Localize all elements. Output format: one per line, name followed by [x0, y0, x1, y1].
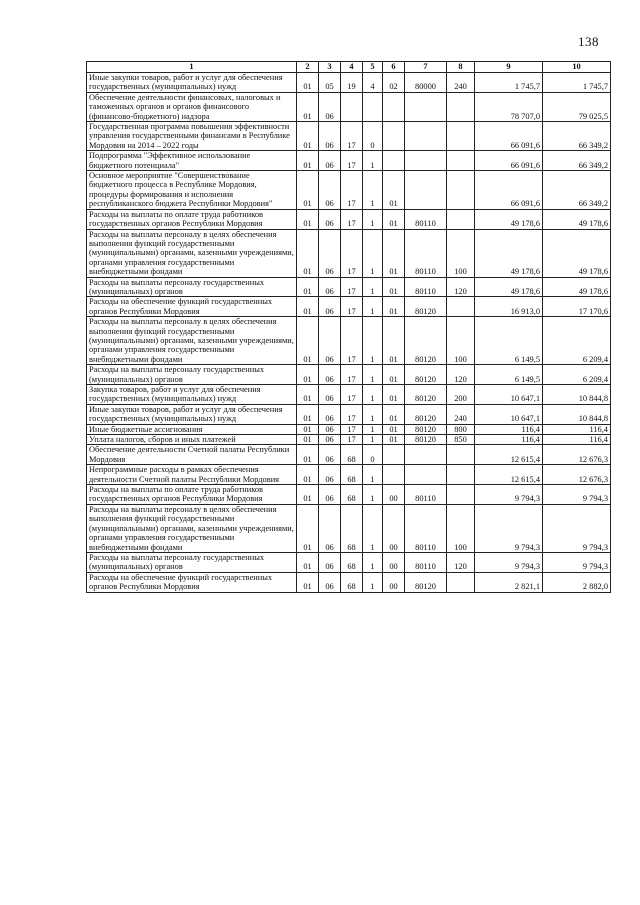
direction-code-cell	[405, 445, 447, 465]
measure-code-cell: 01	[383, 385, 405, 405]
expense-type-cell: 200	[447, 385, 475, 405]
subsection-code-cell: 06	[319, 404, 341, 424]
amount-year1-cell: 66 091,6	[475, 122, 543, 151]
direction-code-cell: 80120	[405, 365, 447, 385]
header-cell: 2	[297, 62, 319, 73]
direction-code-cell: 80120	[405, 572, 447, 592]
direction-code-cell	[405, 122, 447, 151]
row-name-cell: Расходы на выплаты персоналу государственных (муниципальных) органов	[87, 277, 297, 297]
amount-year1-cell: 66 091,6	[475, 151, 543, 171]
header-cell: 4	[341, 62, 363, 73]
amount-year2-cell: 66 349,2	[543, 151, 611, 171]
amount-year1-cell: 9 794,3	[475, 504, 543, 552]
table-row	[87, 365, 611, 385]
table-row	[87, 209, 611, 229]
expense-type-cell	[447, 572, 475, 592]
subprogram-code-cell: 1	[363, 435, 383, 445]
section-code-cell: 01	[297, 404, 319, 424]
measure-code-cell: 01	[383, 277, 405, 297]
budget-table	[86, 61, 611, 593]
measure-code-cell: 00	[383, 572, 405, 592]
subsection-code-cell: 06	[319, 504, 341, 552]
section-code-cell: 01	[297, 365, 319, 385]
amount-year1-cell: 49 178,6	[475, 277, 543, 297]
subsection-code-cell: 06	[319, 171, 341, 210]
expense-type-cell: 120	[447, 552, 475, 572]
expense-type-cell: 850	[447, 435, 475, 445]
subprogram-code-cell: 1	[363, 404, 383, 424]
table-row	[87, 504, 611, 552]
row-name-cell: Расходы на выплаты по оплате труда работников государственных органов Республики Мордовия	[87, 209, 297, 229]
amount-year1-cell: 9 794,3	[475, 485, 543, 505]
row-name-cell: Подпрограмма "Эффективное использование бюджетного потенциала"	[87, 151, 297, 171]
subsection-code-cell: 06	[319, 485, 341, 505]
direction-code-cell: 80110	[405, 504, 447, 552]
expense-type-cell	[447, 92, 475, 121]
expense-type-cell	[447, 151, 475, 171]
header-cell: 6	[383, 62, 405, 73]
subsection-code-cell: 06	[319, 209, 341, 229]
amount-year1-cell: 116,4	[475, 435, 543, 445]
program-code-cell: 68	[341, 572, 363, 592]
subprogram-code-cell: 1	[363, 151, 383, 171]
measure-code-cell: 01	[383, 229, 405, 277]
row-name-cell: Расходы на обеспечение функций государственных органов Республики Мордовия	[87, 572, 297, 592]
amount-year1-cell: 16 913,0	[475, 297, 543, 317]
table-row	[87, 317, 611, 365]
program-code-cell: 17	[341, 365, 363, 385]
section-code-cell: 01	[297, 297, 319, 317]
amount-year1-cell: 1 745,7	[475, 73, 543, 93]
section-code-cell: 01	[297, 229, 319, 277]
amount-year2-cell: 1 745,7	[543, 73, 611, 93]
subprogram-code-cell: 0	[363, 122, 383, 151]
expense-type-cell: 100	[447, 504, 475, 552]
table-row	[87, 385, 611, 405]
direction-code-cell	[405, 465, 447, 485]
amount-year2-cell: 66 349,2	[543, 171, 611, 210]
amount-year2-cell: 116,4	[543, 435, 611, 445]
subprogram-code-cell: 0	[363, 445, 383, 465]
row-name-cell: Основное мероприятие "Совершенствование бюджетного процесса в Республике Мордовия, процедуры формирования и исполнения республиканского бюджета Республики Мордовия"	[87, 171, 297, 210]
header-cell: 7	[405, 62, 447, 73]
table-row	[87, 435, 611, 445]
section-code-cell: 01	[297, 73, 319, 93]
table-row	[87, 465, 611, 485]
direction-code-cell: 80120	[405, 385, 447, 405]
row-name-cell: Обеспечение деятельности финансовых, налоговых и таможенных органов и органов финансового (финансово-бюджетного) надзора	[87, 92, 297, 121]
measure-code-cell: 01	[383, 209, 405, 229]
amount-year2-cell: 9 794,3	[543, 504, 611, 552]
amount-year2-cell: 10 844,8	[543, 404, 611, 424]
measure-code-cell: 01	[383, 171, 405, 210]
expense-type-cell	[447, 465, 475, 485]
program-code-cell: 17	[341, 171, 363, 210]
program-code-cell: 17	[341, 424, 363, 434]
expense-type-cell: 240	[447, 73, 475, 93]
table-row	[87, 122, 611, 151]
subsection-code-cell: 06	[319, 277, 341, 297]
table-row	[87, 277, 611, 297]
measure-code-cell: 00	[383, 504, 405, 552]
amount-year1-cell: 12 615,4	[475, 465, 543, 485]
amount-year2-cell: 6 209,4	[543, 365, 611, 385]
row-name-cell: Непрограммные расходы в рамках обеспечения деятельности Счетной палаты Республики Мордовия	[87, 465, 297, 485]
expense-type-cell: 100	[447, 317, 475, 365]
subprogram-code-cell: 1	[363, 277, 383, 297]
subsection-code-cell: 06	[319, 465, 341, 485]
section-code-cell: 01	[297, 151, 319, 171]
row-name-cell: Расходы на выплаты персоналу в целях обеспечения выполнения функций государственными (муниципальными) органами, казенными учреждениями, органами управления государственными внебюджетными фондами	[87, 504, 297, 552]
subsection-code-cell: 06	[319, 385, 341, 405]
measure-code-cell: 00	[383, 552, 405, 572]
program-code-cell: 17	[341, 317, 363, 365]
direction-code-cell: 80120	[405, 424, 447, 434]
section-code-cell: 01	[297, 465, 319, 485]
amount-year2-cell: 116,4	[543, 424, 611, 434]
table-row	[87, 404, 611, 424]
subsection-code-cell: 06	[319, 151, 341, 171]
subprogram-code-cell: 1	[363, 297, 383, 317]
measure-code-cell: 01	[383, 317, 405, 365]
amount-year2-cell: 49 178,6	[543, 277, 611, 297]
subprogram-code-cell: 1	[363, 485, 383, 505]
subprogram-code-cell: 1	[363, 365, 383, 385]
table-row	[87, 229, 611, 277]
table-row	[87, 171, 611, 210]
table-row	[87, 552, 611, 572]
subprogram-code-cell: 4	[363, 73, 383, 93]
amount-year2-cell: 9 794,3	[543, 552, 611, 572]
direction-code-cell: 80110	[405, 229, 447, 277]
direction-code-cell	[405, 171, 447, 210]
expense-type-cell: 100	[447, 229, 475, 277]
row-name-cell: Обеспечение деятельности Счетной палаты Республики Мордовия	[87, 445, 297, 465]
subsection-code-cell: 06	[319, 229, 341, 277]
program-code-cell	[341, 92, 363, 121]
amount-year2-cell: 66 349,2	[543, 122, 611, 151]
amount-year1-cell: 9 794,3	[475, 552, 543, 572]
measure-code-cell: 01	[383, 404, 405, 424]
subprogram-code-cell: 1	[363, 504, 383, 552]
row-name-cell: Государственная программа повышения эффективности управления государственными финансами в Республике Мордовия на 2014 – 2022 годы	[87, 122, 297, 151]
amount-year1-cell: 78 707,0	[475, 92, 543, 121]
program-code-cell: 17	[341, 229, 363, 277]
program-code-cell: 17	[341, 122, 363, 151]
program-code-cell: 68	[341, 465, 363, 485]
section-code-cell: 01	[297, 317, 319, 365]
amount-year2-cell: 2 882,0	[543, 572, 611, 592]
row-name-cell: Уплата налогов, сборов и иных платежей	[87, 435, 297, 445]
program-code-cell: 17	[341, 277, 363, 297]
subsection-code-cell: 06	[319, 552, 341, 572]
row-name-cell: Расходы на выплаты персоналу государственных (муниципальных) органов	[87, 365, 297, 385]
section-code-cell: 01	[297, 445, 319, 465]
table-row	[87, 485, 611, 505]
measure-code-cell: 01	[383, 297, 405, 317]
table-row	[87, 445, 611, 465]
amount-year2-cell: 12 676,3	[543, 445, 611, 465]
direction-code-cell: 80110	[405, 552, 447, 572]
program-code-cell: 68	[341, 504, 363, 552]
measure-code-cell: 01	[383, 424, 405, 434]
direction-code-cell	[405, 151, 447, 171]
row-name-cell: Иные бюджетные ассигнования	[87, 424, 297, 434]
subprogram-code-cell: 1	[363, 572, 383, 592]
direction-code-cell: 80110	[405, 485, 447, 505]
measure-code-cell: 02	[383, 73, 405, 93]
expense-type-cell: 800	[447, 424, 475, 434]
amount-year1-cell: 49 178,6	[475, 229, 543, 277]
amount-year2-cell: 79 025,5	[543, 92, 611, 121]
subprogram-code-cell: 1	[363, 317, 383, 365]
table-row	[87, 92, 611, 121]
direction-code-cell: 80120	[405, 317, 447, 365]
program-code-cell: 68	[341, 552, 363, 572]
expense-type-cell	[447, 171, 475, 210]
row-name-cell: Расходы на обеспечение функций государственных органов Республики Мордовия	[87, 297, 297, 317]
table-row	[87, 297, 611, 317]
amount-year1-cell: 6 149,5	[475, 317, 543, 365]
program-code-cell: 17	[341, 151, 363, 171]
section-code-cell: 01	[297, 485, 319, 505]
amount-year1-cell: 6 149,5	[475, 365, 543, 385]
measure-code-cell: 01	[383, 435, 405, 445]
header-cell: 9	[475, 62, 543, 73]
section-code-cell: 01	[297, 209, 319, 229]
section-code-cell: 01	[297, 277, 319, 297]
subsection-code-cell: 06	[319, 435, 341, 445]
row-name-cell: Расходы на выплаты персоналу в целях обеспечения выполнения функций государственными (муниципальными) органами, казенными учреждениями, органами управления государственными внебюджетными фондами	[87, 229, 297, 277]
section-code-cell: 01	[297, 552, 319, 572]
header-cell: 8	[447, 62, 475, 73]
expense-type-cell	[447, 485, 475, 505]
table-row	[87, 151, 611, 171]
subsection-code-cell: 06	[319, 92, 341, 121]
amount-year1-cell: 10 647,1	[475, 385, 543, 405]
amount-year2-cell: 12 676,3	[543, 465, 611, 485]
section-code-cell: 01	[297, 424, 319, 434]
amount-year2-cell: 49 178,6	[543, 229, 611, 277]
direction-code-cell: 80110	[405, 209, 447, 229]
amount-year1-cell: 12 615,4	[475, 445, 543, 465]
program-code-cell: 17	[341, 297, 363, 317]
row-name-cell: Иные закупки товаров, работ и услуг для обеспечения государственных (муниципальных) нужд	[87, 73, 297, 93]
amount-year2-cell: 17 170,6	[543, 297, 611, 317]
section-code-cell: 01	[297, 171, 319, 210]
subprogram-code-cell: 1	[363, 171, 383, 210]
program-code-cell: 17	[341, 435, 363, 445]
row-name-cell: Иные закупки товаров, работ и услуг для обеспечения государственных (муниципальных) нужд	[87, 404, 297, 424]
direction-code-cell: 80120	[405, 404, 447, 424]
row-name-cell: Закупка товаров, работ и услуг для обеспечения государственных (муниципальных) нужд	[87, 385, 297, 405]
row-name-cell: Расходы на выплаты персоналу государственных (муниципальных) органов	[87, 552, 297, 572]
expense-type-cell	[447, 122, 475, 151]
amount-year2-cell: 10 844,8	[543, 385, 611, 405]
direction-code-cell: 80120	[405, 435, 447, 445]
subsection-code-cell: 06	[319, 317, 341, 365]
amount-year2-cell: 9 794,3	[543, 485, 611, 505]
measure-code-cell: 00	[383, 485, 405, 505]
section-code-cell: 01	[297, 385, 319, 405]
measure-code-cell: 01	[383, 365, 405, 385]
subprogram-code-cell: 1	[363, 552, 383, 572]
program-code-cell: 68	[341, 485, 363, 505]
subprogram-code-cell: 1	[363, 209, 383, 229]
amount-year1-cell: 10 647,1	[475, 404, 543, 424]
header-cell: 10	[543, 62, 611, 73]
subsection-code-cell: 06	[319, 297, 341, 317]
row-name-cell: Расходы на выплаты по оплате труда работников государственных органов Республики Мордовия	[87, 485, 297, 505]
program-code-cell: 19	[341, 73, 363, 93]
direction-code-cell: 80000	[405, 73, 447, 93]
header-cell: 5	[363, 62, 383, 73]
amount-year2-cell: 6 209,4	[543, 317, 611, 365]
subsection-code-cell: 05	[319, 73, 341, 93]
program-code-cell: 68	[341, 445, 363, 465]
measure-code-cell	[383, 445, 405, 465]
amount-year1-cell: 49 178,6	[475, 209, 543, 229]
subsection-code-cell: 06	[319, 122, 341, 151]
section-code-cell: 01	[297, 572, 319, 592]
expense-type-cell: 120	[447, 365, 475, 385]
subprogram-code-cell: 1	[363, 424, 383, 434]
expense-type-cell	[447, 445, 475, 465]
direction-code-cell: 80120	[405, 297, 447, 317]
section-code-cell: 01	[297, 122, 319, 151]
subprogram-code-cell: 1	[363, 465, 383, 485]
table-row	[87, 73, 611, 93]
table-row	[87, 424, 611, 434]
subsection-code-cell: 06	[319, 572, 341, 592]
table-row	[87, 572, 611, 592]
page-number: 138	[578, 34, 599, 49]
program-code-cell: 17	[341, 209, 363, 229]
program-code-cell: 17	[341, 404, 363, 424]
row-name-cell: Расходы на выплаты персоналу в целях обеспечения выполнения функций государственными (муниципальными) органами, казенными учреждениями, органами управления государственными внебюджетными фондами	[87, 317, 297, 365]
amount-year2-cell: 49 178,6	[543, 209, 611, 229]
section-code-cell: 01	[297, 504, 319, 552]
direction-code-cell	[405, 92, 447, 121]
measure-code-cell	[383, 151, 405, 171]
subsection-code-cell: 06	[319, 424, 341, 434]
measure-code-cell	[383, 92, 405, 121]
subprogram-code-cell	[363, 92, 383, 121]
amount-year1-cell: 66 091,6	[475, 171, 543, 210]
program-code-cell: 17	[341, 385, 363, 405]
amount-year1-cell: 116,4	[475, 424, 543, 434]
amount-year1-cell: 2 821,1	[475, 572, 543, 592]
direction-code-cell: 80110	[405, 277, 447, 297]
header-cell: 1	[87, 62, 297, 73]
header-cell: 3	[319, 62, 341, 73]
expense-type-cell	[447, 209, 475, 229]
measure-code-cell	[383, 122, 405, 151]
expense-type-cell	[447, 297, 475, 317]
expense-type-cell: 240	[447, 404, 475, 424]
subprogram-code-cell: 1	[363, 385, 383, 405]
expense-type-cell: 120	[447, 277, 475, 297]
subsection-code-cell: 06	[319, 445, 341, 465]
table-body	[87, 73, 611, 593]
table-header-row	[87, 62, 611, 73]
section-code-cell: 01	[297, 92, 319, 121]
subprogram-code-cell: 1	[363, 229, 383, 277]
measure-code-cell	[383, 465, 405, 485]
section-code-cell: 01	[297, 435, 319, 445]
subsection-code-cell: 06	[319, 365, 341, 385]
